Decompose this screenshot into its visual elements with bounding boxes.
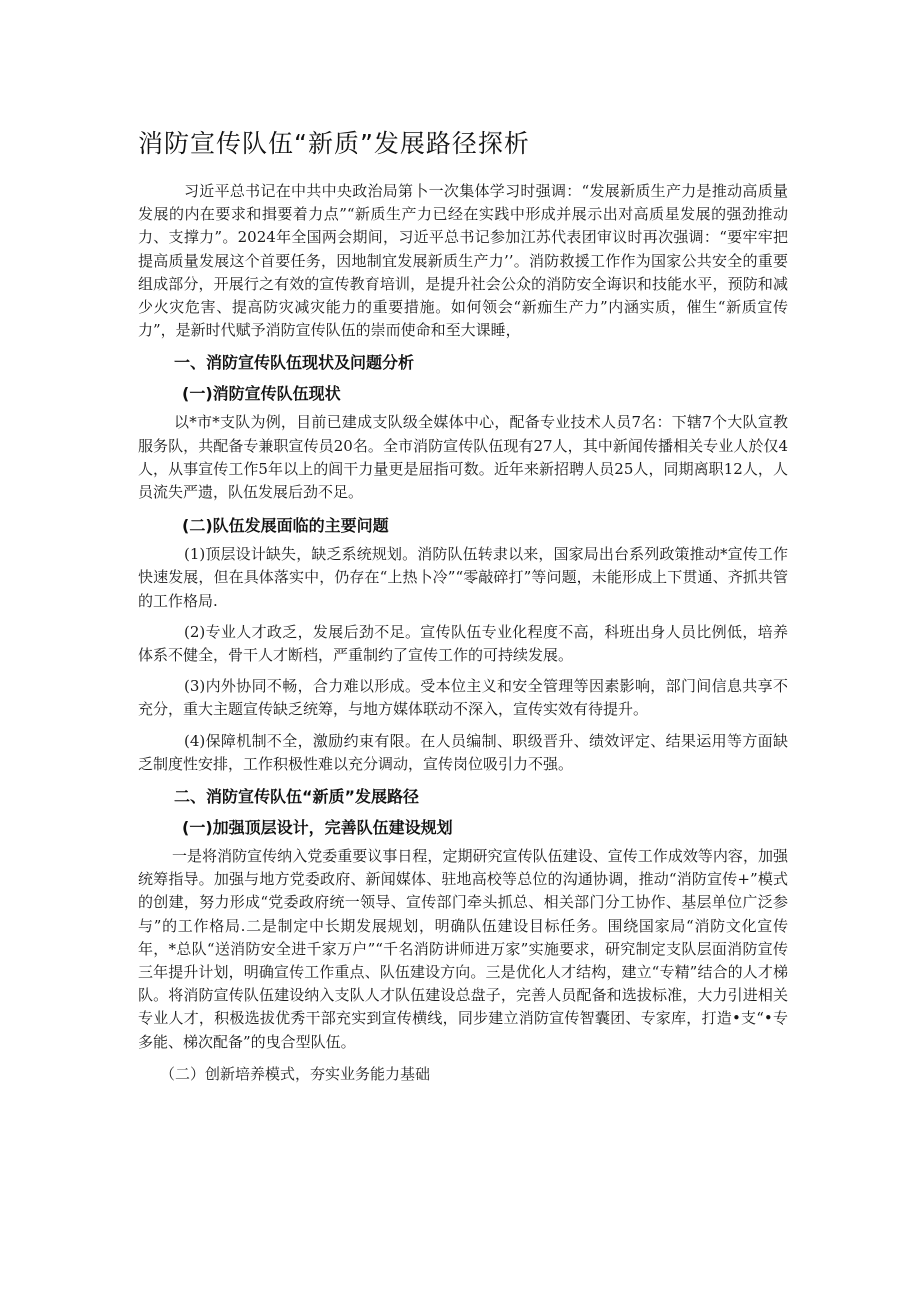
problem-item-2: (2)专业人才政乏，发展后劲不足。宣传队伍专业化程度不高，科班出身人员比例低，培养体系不健全，骨干人才断档，严重制约了宣传工作的可持续发展。 xyxy=(138,622,788,665)
section-1-sub-1-heading: (一)消防宣传队伍现状 xyxy=(182,384,341,404)
section-1-sub-2-heading: (二)队伍发展面临的主要问题 xyxy=(182,516,389,536)
section-2-sub-1-text: 一是将消防宣传纳入党委重要议事日程，定期研究宣传队伍建设、宣传工作成效等内容，加强统筹指导。加强与地方党委政府、新闻媒体、驻地高校等总位的沟通协调，推动“消防宣传+”模式的创建，努力形成“党委政府统一领导、宣传部门牵头抓总、相关部门分工协作、基层单位广泛参与”的工作格局.二是制定中长期发展规划，明确队伍建设目标任务。围绕国家局“消防文化宣传年，*总队“送消防安全进千家万户”“千名消防讲师进万家”实施要求，研究制定支队层面消防宣传三年提升计划，明确宣传工作重点、队伍建设方向。三是优化人才结构，建立“专精”结合的人才梯队。将消防宣传队伍建设纳入支队人才队伍建设总盘子，完善人员配备和选拔标准，大力引进相关专业人才，积极选拔优秀干部充实到宣传横线，同步建立消防宣传智囊团、专家库，打造•支“•专多能、梯次配备”的曳合型队伍。 xyxy=(138,847,788,1051)
section-2-sub-1-heading: (一)加强顶层设计，完善队伍建设规划 xyxy=(182,818,453,838)
section-1-heading: 一、消防宣传队伍现状及问题分析 xyxy=(174,353,415,373)
section-1-sub-1-text: 以*市*支队为例，目前已建成支队级全媒体中心，配备专业技术人员7名：下辖7个大队宣教服务队，共配备专兼职宣传员20名。全市消防宣传队伍现有27人，其中新闻传播相关专业人於仅4人，从事宣传工作5年以上的闾干力量更是屈指可数。近年来新招聘人员25人，同期离职12人，人员流失严遗，队伍发展后劲不足。 xyxy=(138,413,788,502)
document-page xyxy=(138,124,788,1088)
problem-item-4: (4)保障机制不全，激励约束有限。在人员编制、职级晋升、绩效评定、结果运用等方面缺乏制度性安排，工作积极性难以充分调动，宣传岗位吸引力不强。 xyxy=(138,731,788,773)
section-2-sub-2-heading: （二）创新培养模式，夯实业务能力基础 xyxy=(160,1064,431,1083)
intro-paragraph: 习近平总书记在中共中央政治局第卜一次集体学习时强调：“发展新质生产力是推动高质量发展的内在要求和揖要着力点”“新质生产力已经在实践中形成并展示出对高质星发展的强劲推动力、支撑力”。2024年全国两会期间，习近平总书记参加江苏代表团审议时再次强调：“要牢牢把提高质量发展这个首要任务，因地制宜发展新质生产力’’。消防救援工作作为国家公共安全的重要组成部分，开展行之有效的宣传教育培训，是提升社会公众的消防安全诲识和技能水平，预防和减少火灾危害、提高防灾减灾能力的重要措施。如何领会“新痂生产力”内涵实质，催生“新质宣传力”，是新时代赋予消防宣传队伍的崇而使命和至大课睡， xyxy=(138,182,788,340)
section-2-heading: 二、消防宣传队伍“新质”发展路径 xyxy=(174,787,420,807)
document-title: 消防宣传队伍“新质”发展路径探析 xyxy=(138,129,530,158)
problem-item-3: (3)内外协同不畅，合力难以形成。受本位主义和安全管理等因素影响，部门间信息共享不充分，重大主题宣传缺乏统筹，与地方媒体联动不深入，宣传实效有待提升。 xyxy=(138,677,788,719)
problem-item-1: (1)顶层设计缺失，缺乏系统规划。消防队伍转隶以来，国家局出台系列政策推动*宣传工作快速发展，但在具体落实中，仍存在“上热卜冷”“零敲碎打”等问题，未能形成上下贯通、齐抓共管的工作格局. xyxy=(138,545,788,610)
